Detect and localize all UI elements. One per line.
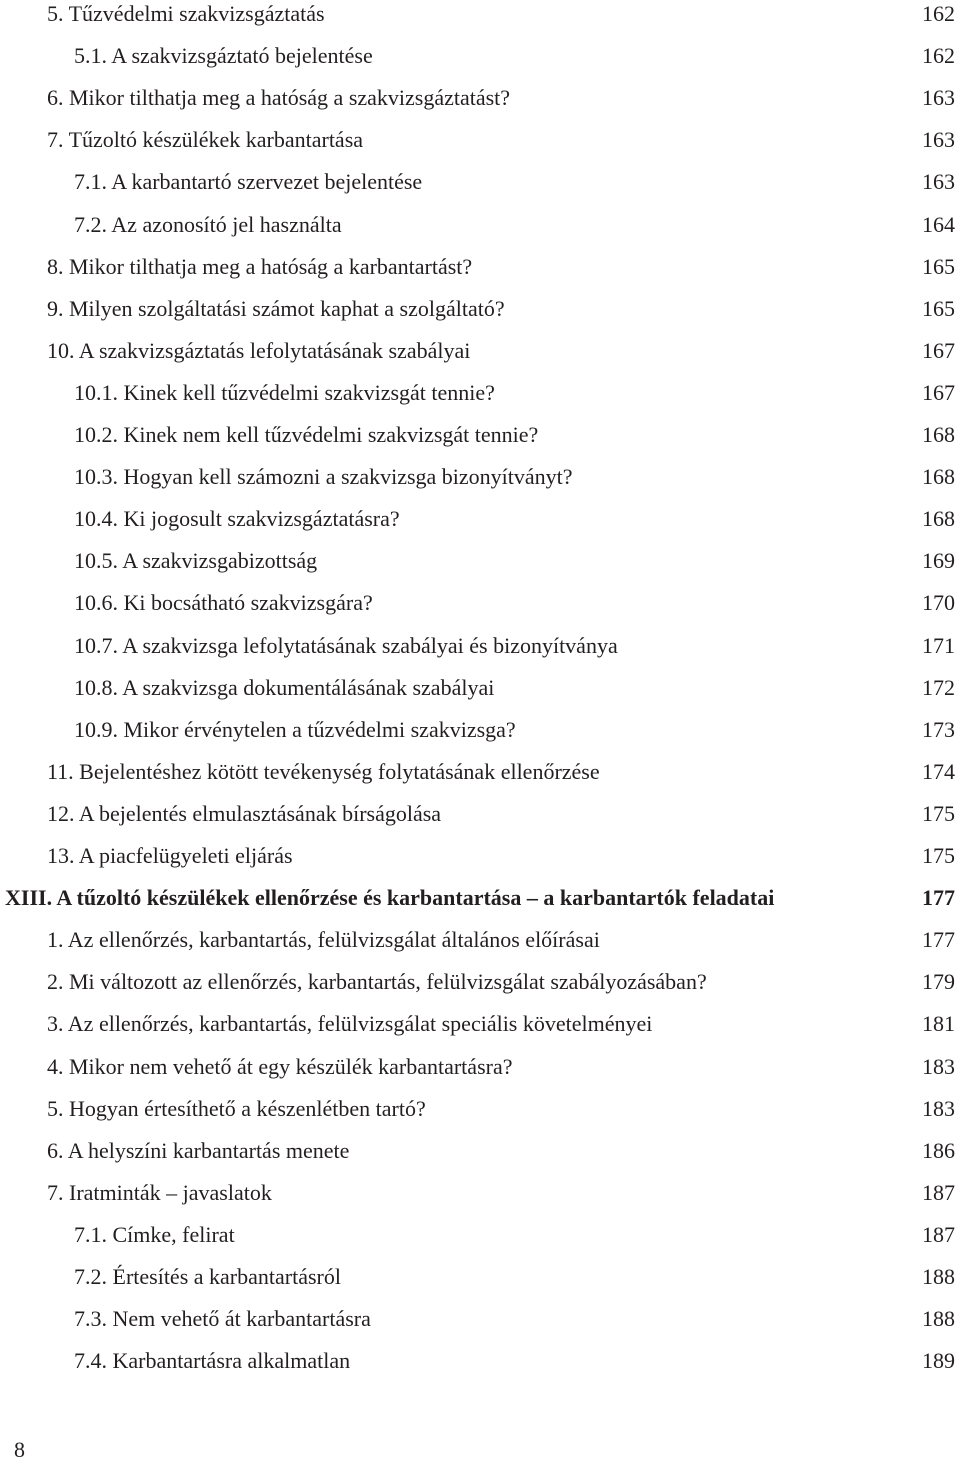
toc-entry (0, 1092, 960, 1126)
toc-entry-page: 162 (922, 1, 955, 26)
toc-entry-page: 168 (922, 422, 955, 447)
toc-entry-title: 10. A szakvizsgáztatás lefolytatásának szabályai (47, 337, 471, 363)
toc-entry-page: 183 (922, 1095, 955, 1121)
toc-entry (0, 1302, 960, 1336)
toc-entry-title: 10.6. Ki bocsátható szakvizsgára? (74, 590, 373, 616)
toc-entry (0, 81, 960, 115)
toc-entry (0, 586, 960, 620)
toc-entry (0, 1176, 960, 1210)
toc-entry-title: 10.7. A szakvizsga lefolytatásának szabályai és bizonyítványa (74, 632, 618, 658)
toc-entry-page: 163 (922, 85, 955, 111)
toc-entry (0, 1218, 960, 1252)
toc-entry-title: 10.4. Ki jogosult szakvizsgáztatásra? (74, 506, 400, 532)
toc-entry-title: 3. Az ellenőrzés, karbantartás, felülvizsgálat speciális követelményei (47, 1011, 653, 1037)
toc-entry-page: 183 (922, 1053, 955, 1079)
toc-entry-title: 10.5. A szakvizsgabizottság (74, 548, 318, 574)
toc-entry-page: 177 (922, 885, 955, 911)
toc-entry-title: 6. A helyszíni karbantartás menete (47, 1137, 350, 1163)
toc-entry-title: 7.2. Az azonosító jel használta (74, 211, 342, 237)
toc-entry-page: 171 (922, 632, 955, 658)
toc-entry-title: 13. A piacfelügyeleti eljárás (47, 843, 293, 868)
toc-entry-title: 11. Bejelentéshez kötött tevékenység folytatásának ellenőrzése (47, 758, 600, 784)
toc-entry-title: 7. Tűzoltó készülékek karbantartása (47, 127, 364, 153)
toc-entry (0, 0, 960, 31)
toc-entry (0, 208, 960, 242)
toc-entry-page: 189 (922, 1348, 955, 1374)
toc-entry-page: 173 (922, 716, 955, 742)
toc-entry (0, 418, 960, 452)
toc-entry-page: 169 (922, 548, 955, 574)
page-number: 8 (14, 1437, 25, 1462)
toc-entry-title: 7.1. A karbantartó szervezet bejelentése (74, 169, 423, 195)
toc-entry (0, 39, 960, 73)
toc-entry (0, 1344, 960, 1378)
toc-entry-title: 5. Tűzvédelmi szakvizsgáztatás (47, 1, 325, 26)
toc-entry-page: 168 (922, 506, 955, 532)
toc-entry-title: 8. Mikor tilthatja meg a hatóság a karbantartást? (47, 253, 473, 279)
toc-entry (0, 292, 960, 326)
toc-entry-page: 188 (922, 1264, 955, 1289)
toc-entry-title: 10.9. Mikor érvénytelen a tűzvédelmi szakvizsga? (74, 716, 516, 742)
toc-entry-page: 187 (922, 1221, 955, 1247)
toc-entry (0, 1050, 960, 1084)
toc-entry-page: 162 (922, 43, 955, 69)
toc-entry-title: 9. Milyen szolgáltatási számot kaphat a szolgáltató? (47, 295, 505, 321)
toc-entry-page: 187 (922, 1179, 955, 1205)
toc-entry-title: 7. Iratminták – javaslatok (47, 1179, 272, 1205)
toc-entry-title: 10.3. Hogyan kell számozni a szakvizsga bizonyítványt? (74, 464, 573, 490)
toc-entry-page: 186 (922, 1137, 955, 1163)
toc-entry-title: 5.1. A szakvizsgáztató bejelentése (74, 43, 373, 69)
toc-entry-title: 6. Mikor tilthatja meg a hatóság a szakvizsgáztatást? (47, 85, 511, 111)
toc-entry-title: 10.8. A szakvizsga dokumentálásának szabályai (74, 674, 495, 700)
toc-entry (0, 502, 960, 536)
toc-entry-title: 7.4. Karbantartásra alkalmatlan (74, 1348, 351, 1374)
toc-entry-page: 174 (922, 758, 955, 784)
toc-entry (0, 544, 960, 578)
toc-entry (0, 839, 960, 873)
toc-entry-page: 188 (922, 1306, 955, 1332)
toc-entry-page: 175 (922, 843, 955, 868)
toc-entry-page: 177 (922, 927, 955, 953)
toc-entry-page: 163 (922, 127, 955, 153)
toc-entry-title: 4. Mikor nem vehető át egy készülék karbantartásra? (47, 1053, 513, 1079)
toc-entry-title: 7.3. Nem vehető át karbantartásra (74, 1306, 371, 1332)
toc-entry-page: 172 (922, 674, 955, 700)
toc-entry (0, 671, 960, 705)
toc-entry-page: 164 (922, 211, 955, 237)
toc-entry (0, 123, 960, 157)
toc-entry (0, 923, 960, 957)
toc-entry-page: 167 (922, 337, 955, 363)
toc-entry (0, 165, 960, 199)
toc-entry-page: 165 (922, 253, 955, 279)
toc-entry-title: 7.1. Címke, felirat (74, 1221, 235, 1247)
toc-entry-page: 175 (922, 800, 955, 826)
toc-entry-page: 163 (922, 169, 955, 195)
toc-entry (0, 250, 960, 284)
toc-entry-title: 10.1. Kinek kell tűzvédelmi szakvizsgát tennie? (74, 379, 495, 405)
toc-entry-page: 179 (922, 969, 955, 995)
toc-entry (0, 376, 960, 410)
toc-entry (0, 713, 960, 747)
toc-entry-title: XIII. A tűzoltó készülékek ellenőrzése és karbantartása – a karbantartók feladatai (5, 885, 775, 911)
toc-entry (0, 797, 960, 831)
toc-entry (0, 1260, 960, 1294)
toc-entry (0, 965, 960, 999)
toc-entry-page: 170 (922, 590, 955, 616)
toc-entry-title: 10.2. Kinek nem kell tűzvédelmi szakvizsgát tennie? (74, 422, 539, 447)
toc-entry (0, 881, 960, 915)
toc-entry-page: 165 (922, 295, 955, 321)
toc-entry (0, 755, 960, 789)
toc-entry (0, 1134, 960, 1168)
toc-entry (0, 629, 960, 663)
toc-entry (0, 1007, 960, 1041)
toc-entry-title: 7.2. Értesítés a karbantartásról (74, 1264, 341, 1289)
toc-entry-page: 167 (922, 379, 955, 405)
toc-entry-title: 2. Mi változott az ellenőrzés, karbantartás, felülvizsgálat szabályozásában? (47, 969, 707, 995)
toc-entry-page: 168 (922, 464, 955, 490)
toc-entry (0, 334, 960, 368)
toc-entry-title: 5. Hogyan értesíthető a készenlétben tartó? (47, 1095, 426, 1121)
toc-entry-title: 12. A bejelentés elmulasztásának bírságolása (47, 800, 442, 826)
toc-entry-page: 181 (922, 1011, 955, 1037)
toc-entry (0, 460, 960, 494)
toc-entry-title: 1. Az ellenőrzés, karbantartás, felülvizsgálat általános előírásai (47, 927, 600, 953)
